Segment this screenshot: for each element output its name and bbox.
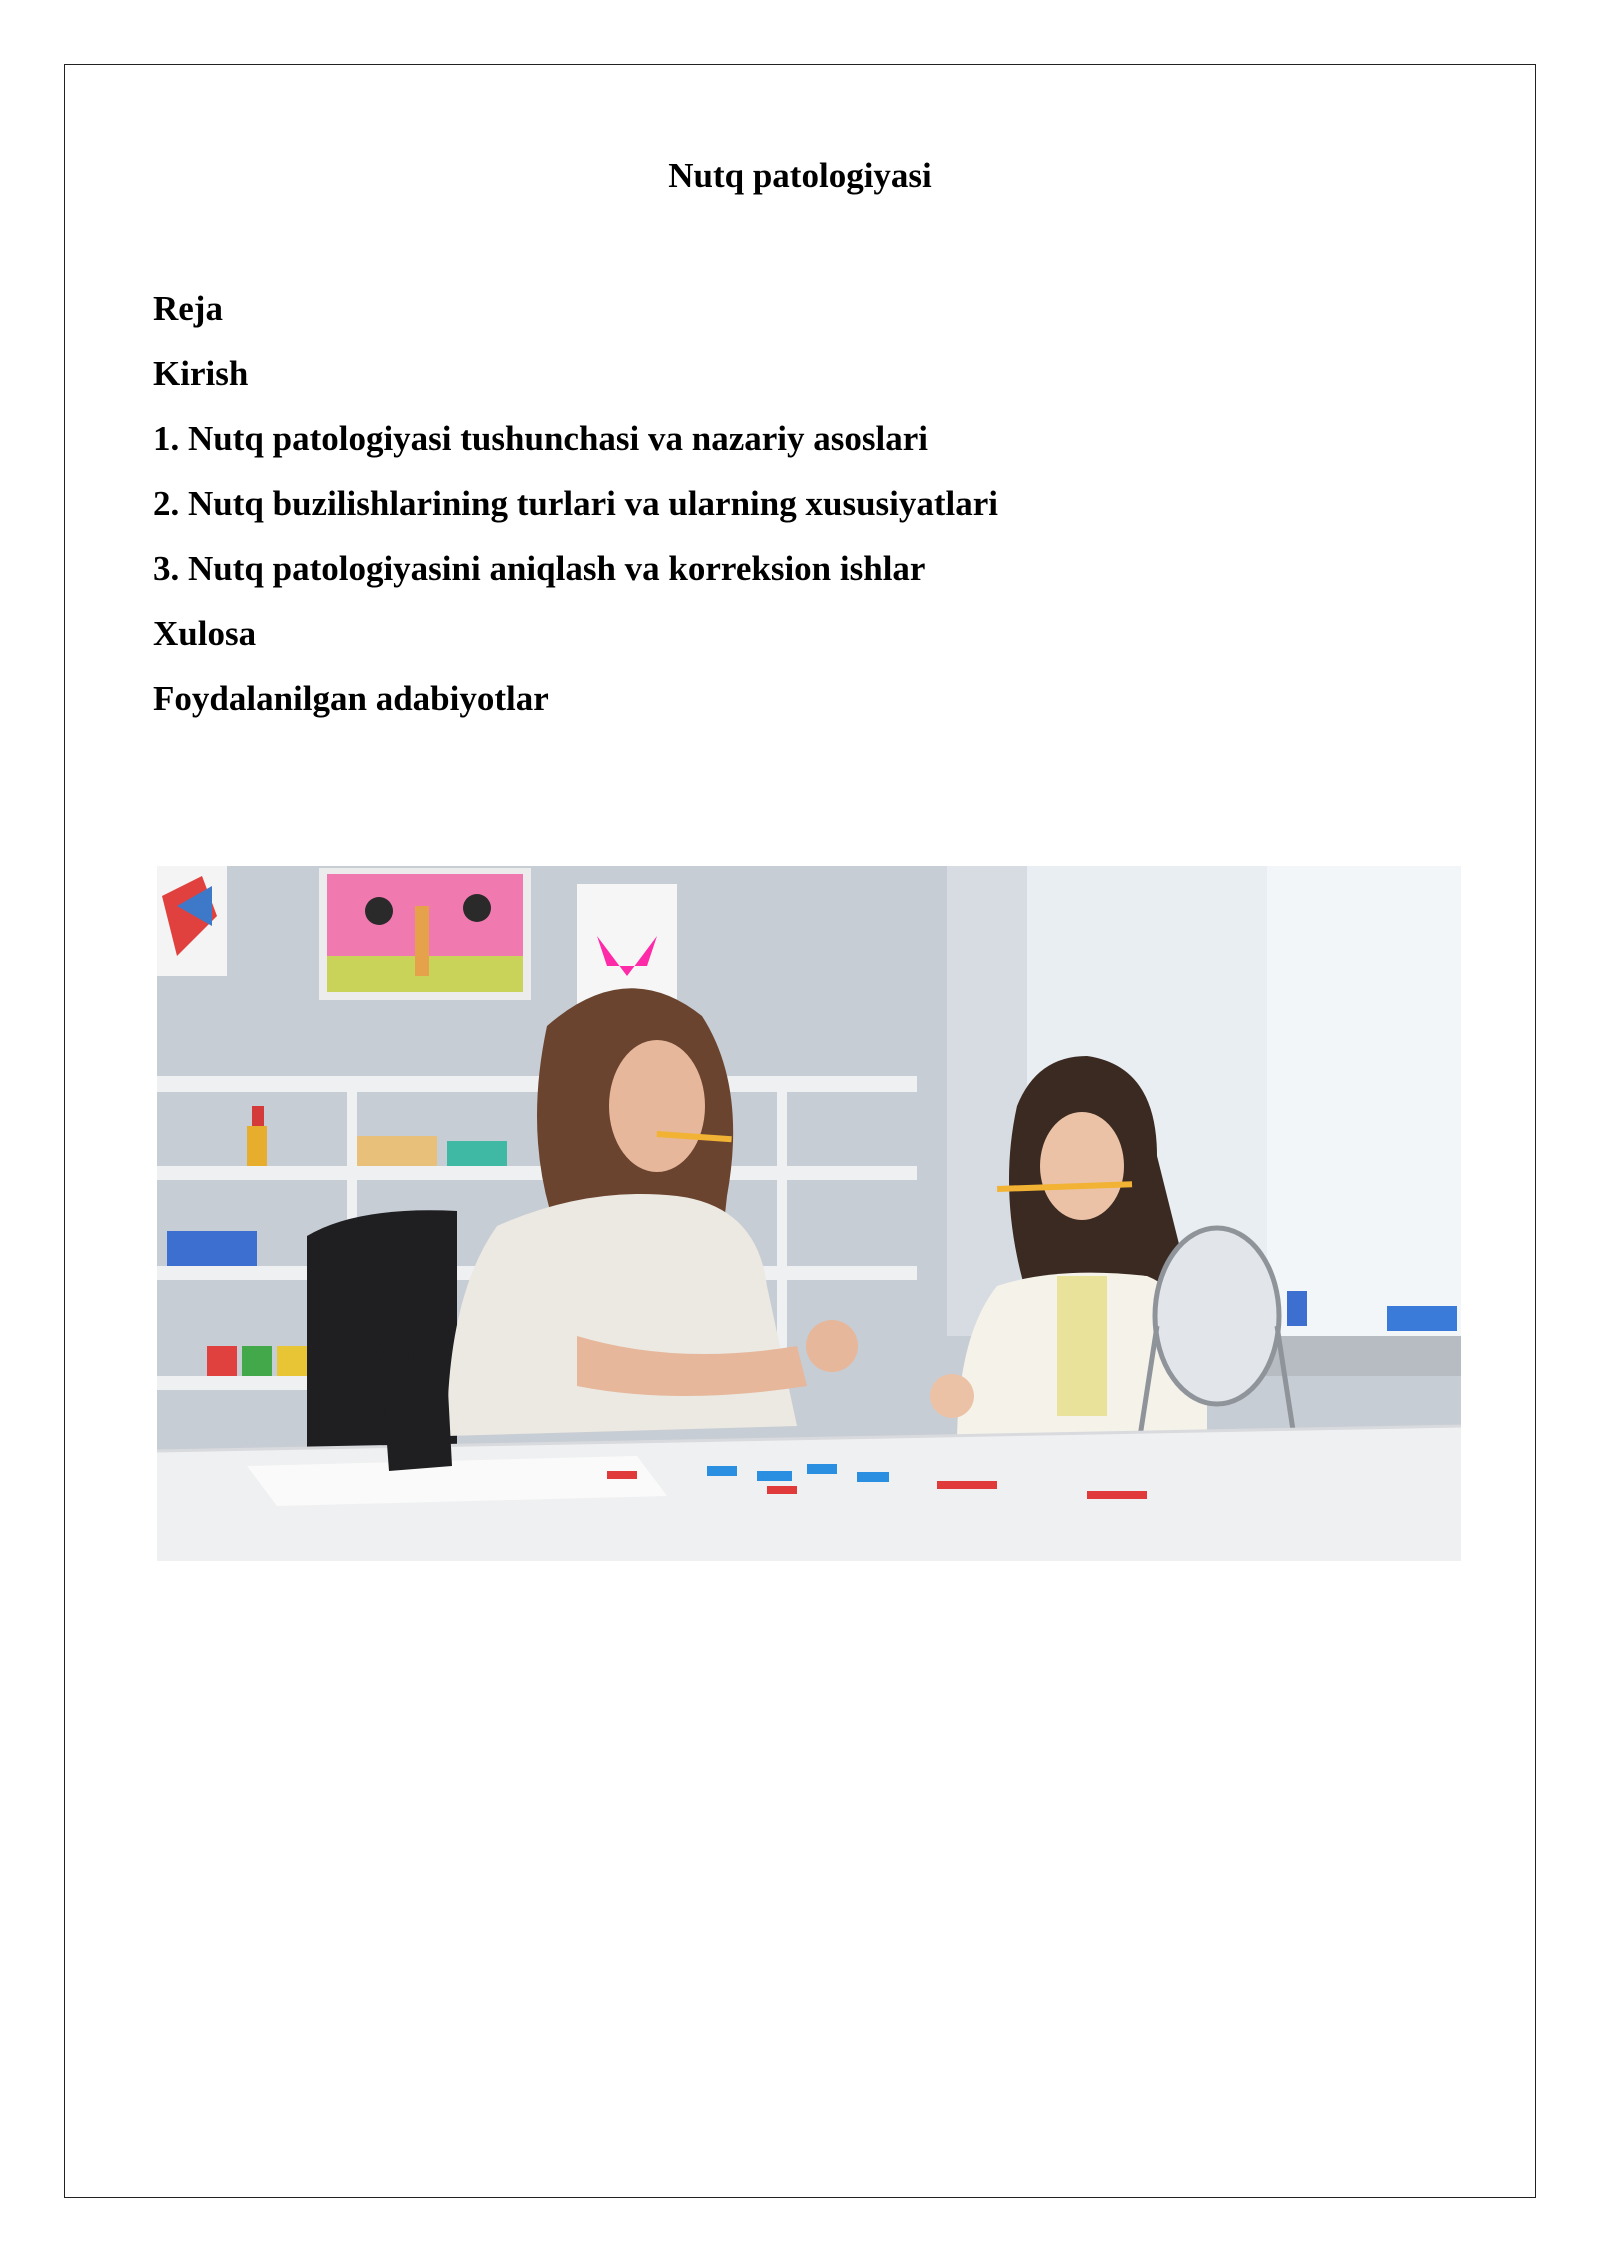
toc-heading: Reja [153,289,223,328]
document-title: Nutq patologiyasi [668,156,932,195]
toc-item-section-2: 2. Nutq buzilishlarining turlari va ularning xususiyatlari [153,484,999,523]
toc-item-introduction: Kirish [153,354,249,393]
table-of-contents [153,276,998,731]
toc-item-section-1: 1. Nutq patologiyasi tushunchasi va nazariy asoslari [153,419,928,458]
toc-item-conclusion: Xulosa [153,614,257,653]
speech-therapy-photo [157,866,1461,1561]
toc-item-section-3: 3. Nutq patologiyasini aniqlash va korreksion ishlar [153,549,926,588]
toc-item-references: Foydalanilgan adabiyotlar [153,679,549,718]
